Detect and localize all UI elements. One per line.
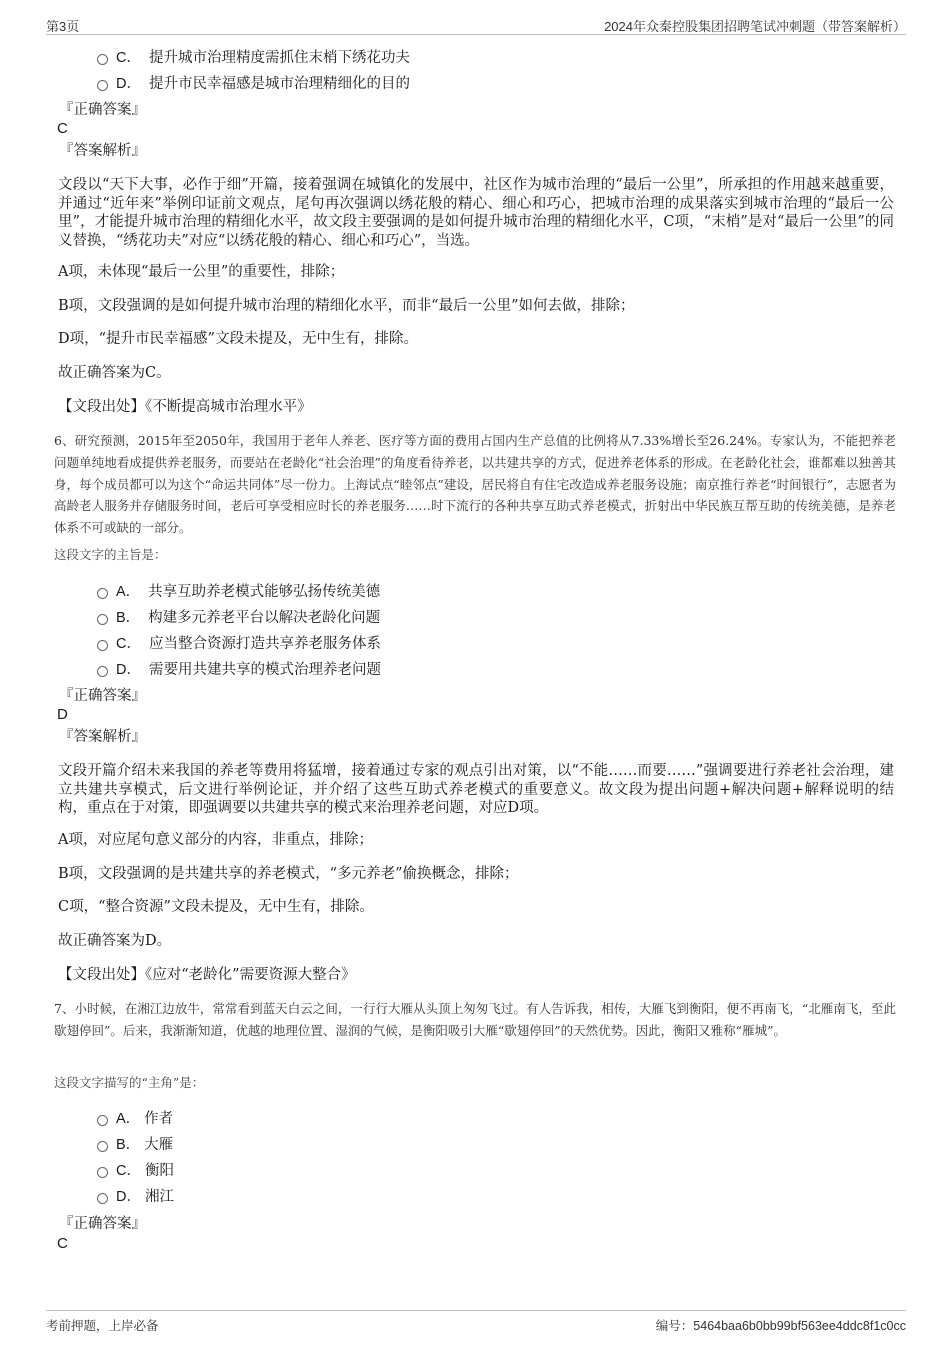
q5-answer-label: 『正确答案』 [59,102,146,118]
q6-conclusion: 故正确答案为D。 [58,933,172,949]
q5-note-d: D项，“提升市民幸福感”文段未提及，无中生有，排除。 [58,331,418,347]
q7-option-a[interactable]: A． 作者 [97,1109,173,1129]
radio-icon[interactable] [97,666,108,677]
q7-option-d[interactable]: D． 湘江 [97,1187,174,1207]
q5-answer: C [57,120,68,137]
q7-question: 7、小时候，在湘江边放牛，常常看到蓝天白云之间，一行行大雁从头顶上匆匆飞过。有人告诉我，相传，大雁飞到衡阳，便不再南飞，“北雁南飞，至此歇翅停回”。后来，我渐渐知道，优越的地理位置、湿润的气候，是衡阳吸引大雁“歇翅停回”的天然优势。因此，衡阳又雅称“雁城”。 [54,1001,896,1038]
q7-option-c[interactable]: C． 衡阳 [97,1161,174,1181]
q6-question: 6、研究预测，2015年至2050年，我国用于老年人养老、医疗等方面的费用占国内生产总值的比例将从7.33%增长至26.24%。专家认为，不能把养老问题单纯地看成提供养老服务，而要站在老龄化“社会治理”的角度看待养老，以共建共享的方式，促进养老体系的形成。在老龄化社会，谁都难以独善其身，每个成员都可以为这个“命运共同体”尽一份力。上海试点“睦邻点”建设，居民将自有住宅改造成养老服务设施；南京推行养老“时间银行”，志愿者为高龄老人服务并存储服务时间，老后可享受相应时长的养老服务……时下流行的各种共享互助式养老模式，折射出中华民族互帮互助的传统美德，是养老体系不可或缺的一部分。 [54,433,896,536]
q7-answer-label: 『正确答案』 [59,1216,146,1232]
q5-source: 【文段出处】《不断提高城市治理水平》 [58,399,312,415]
q6-option-b[interactable]: B． 构建多元养老平台以解决老龄化问题 [97,608,380,628]
q5-analysis-text: 文段以“天下大事，必作于细”开篇，接着强调在城镇化的发展中，社区作为城市治理的“最后一公里”，所承担的作用越来越重要，并通过“近年来”举例印证前文观点，尾句再次强调以绣花般的精心、细心和巧心，把城市治理的成果落实到城市治理的“最后一公里”，才能提升城市治理的精细化水平，故文段主要强调的是如何提升城市治理的精细化水平，C项，“末梢”是对“最后一公里”的同义替换，“绣花功夫”对应“以绣花般的精心、细心和巧心”，当选。 [58,177,894,249]
document-title: 2024年众秦控股集团招聘笔试冲刺题（带答案解析） [604,19,906,34]
q6-analysis-text: 文段开篇介绍未来我国的养老等费用将猛增，接着通过专家的观点引出对策，以“不能……而要……”强调要进行养老社会治理，建立共建共享模式，后文进行举例论证，并介绍了这些互助式养老模式的重要意义。故文段为提出问题+解决问题+解释说明的结构，重点在于对策，即强调要以共建共享的模式来治理养老问题，对应D项。 [58,763,894,816]
q6-note-c: C项，“整合资源”文段未提及，无中生有，排除。 [58,899,374,915]
q7-option-b[interactable]: B． 大雁 [97,1135,173,1155]
q6-stem: 这段文字的主旨是： [54,547,167,562]
document-id: 编号：5464baa6b0bb99bf563ee4ddc8f1c0cc [655,1319,906,1333]
page-number: 第3页 [46,19,80,34]
radio-icon[interactable] [97,588,108,599]
radio-icon[interactable] [97,1115,108,1126]
q6-answer: D [57,706,68,723]
q6-note-b: B项，文段强调的是共建共享的养老模式，“多元养老”偷换概念，排除； [58,866,519,882]
q6-analysis-label: 『答案解析』 [59,729,146,745]
q5-conclusion: 故正确答案为C。 [58,365,171,381]
radio-icon[interactable] [97,54,108,65]
q6-note-a: A项，对应尾句意义部分的内容，非重点，排除； [58,832,373,848]
page-footer [46,1310,906,1335]
footer-slogan: 考前押题，上岸必备 [46,1319,159,1333]
radio-icon[interactable] [97,1167,108,1178]
q6-source: 【文段出处】《应对“老龄化”需要资源大整合》 [58,967,356,983]
q5-option-d[interactable]: D． 提升市民幸福感是城市治理精细化的目的 [97,74,410,94]
q7-answer: C [57,1235,68,1252]
radio-icon[interactable] [97,1193,108,1204]
radio-icon[interactable] [97,1141,108,1152]
q5-analysis-label: 『答案解析』 [59,143,146,159]
radio-icon[interactable] [97,614,108,625]
q5-option-c[interactable]: C． 提升城市治理精度需抓住末梢下绣花功夫 [97,48,410,68]
page-header [46,14,906,35]
q5-note-b: B项，文段强调的是如何提升城市治理的精细化水平，而非“最后一公里”如何去做，排除； [58,298,635,314]
q6-option-d[interactable]: D． 需要用共建共享的模式治理养老问题 [97,660,381,680]
q6-option-c[interactable]: C． 应当整合资源打造共享养老服务体系 [97,634,381,654]
q7-stem: 这段文字描写的“主角”是： [54,1075,205,1090]
radio-icon[interactable] [97,80,108,91]
q6-option-a[interactable]: A． 共享互助养老模式能够弘扬传统美德 [97,582,380,602]
q6-answer-label: 『正确答案』 [59,688,146,704]
radio-icon[interactable] [97,640,108,651]
q5-note-a: A项，未体现“最后一公里”的重要性，排除； [58,264,345,280]
